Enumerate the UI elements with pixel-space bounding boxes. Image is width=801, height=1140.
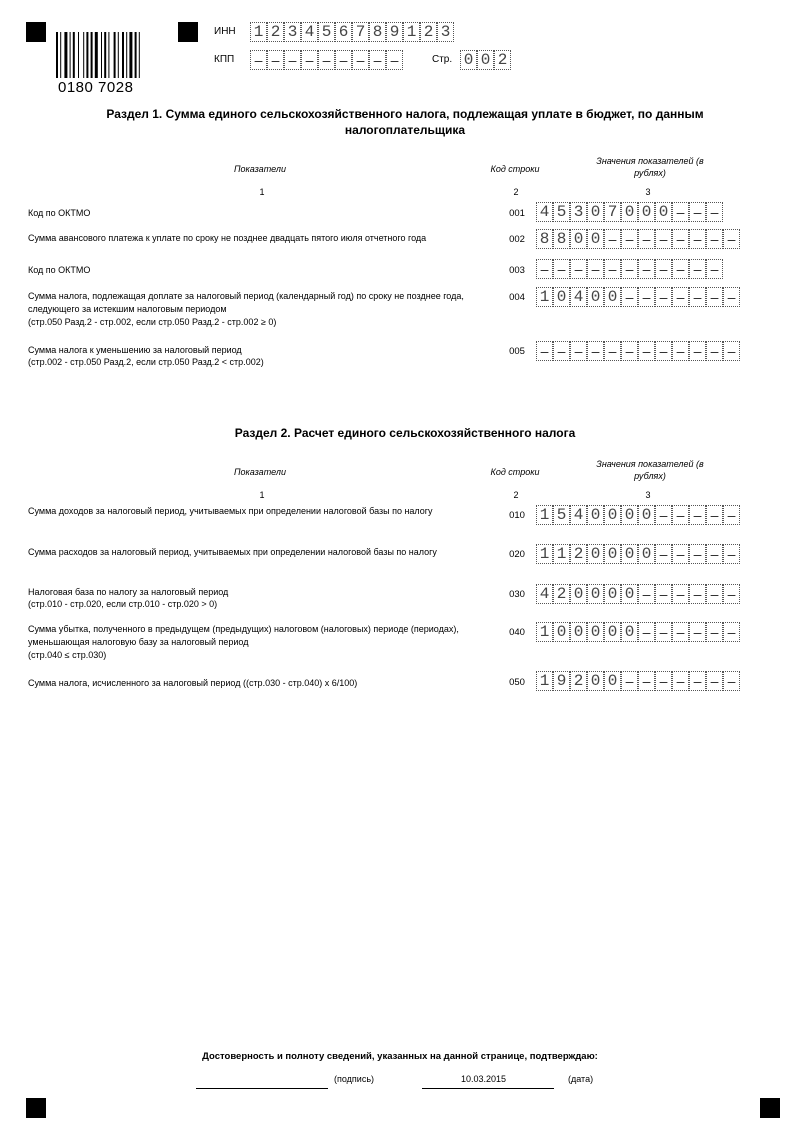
row-005-value-field-cell[interactable]: – — [638, 341, 655, 361]
row-005-value-field-cell[interactable]: – — [689, 341, 706, 361]
inn-field-cell[interactable]: 3 — [437, 22, 454, 42]
row-020-value-field-cell[interactable]: 0 — [638, 544, 655, 564]
row-050-value-field-cell[interactable]: 9 — [553, 671, 570, 691]
row-003-value-field-cell[interactable]: – — [570, 259, 587, 279]
row-050-value-field-cell[interactable]: – — [689, 671, 706, 691]
row-003-value-field[interactable] — [536, 259, 723, 279]
row-020-value-field-cell[interactable]: 2 — [570, 544, 587, 564]
section1-col-code: Код строки — [490, 164, 540, 174]
section1-col-num-3: 3 — [645, 187, 651, 197]
row-030-value-field-cell[interactable]: 0 — [587, 584, 604, 604]
row-050-label: Сумма налога, исчисленного за налоговый период ((стр.030 - стр.040) x 6/100) — [28, 678, 358, 688]
section2-col-num-3: 3 — [645, 490, 651, 500]
row-004-value-field-cell[interactable]: – — [638, 287, 655, 307]
row-030-value-field-cell[interactable]: – — [655, 584, 672, 604]
row-004-value-field-cell[interactable]: – — [621, 287, 638, 307]
corner-marker-bottom-right — [760, 1098, 780, 1118]
row-002-value-field-cell[interactable]: – — [604, 229, 621, 249]
footer-confirm-text: Достоверность и полноту сведений, указанных на данной странице, подтверждаю: — [202, 1051, 598, 1062]
section1-col-num-2: 2 — [513, 187, 519, 197]
row-004-label: Сумма налога, подлежащая доплате за налоговый период (календарный год) по сроку не позднее года, следующего за истекшим налоговым периодом — [28, 291, 464, 314]
section2-title: Раздел 2. Расчет единого сельскохозяйственного налога — [234, 426, 576, 440]
row-010-value-field-cell[interactable]: – — [655, 505, 672, 525]
row-002-value-field-cell[interactable]: – — [621, 229, 638, 249]
row-010-value-field-cell[interactable]: 0 — [587, 505, 604, 525]
row-004-value-field-cell[interactable]: – — [723, 287, 740, 307]
row-040-value-field-cell[interactable]: 0 — [587, 622, 604, 642]
row-010-value-field[interactable] — [536, 505, 740, 525]
row-050-value-field-cell[interactable]: 0 — [604, 671, 621, 691]
row-040-code: 040 — [509, 627, 525, 638]
row-050-value-field-cell[interactable]: – — [723, 671, 740, 691]
row-010-code: 010 — [509, 510, 525, 521]
row-004-value-field-cell[interactable]: 1 — [536, 287, 553, 307]
row-020-value-field-cell[interactable]: – — [723, 544, 740, 564]
corner-marker-bottom-left — [26, 1098, 46, 1118]
row-050-value-field-cell[interactable]: – — [621, 671, 638, 691]
inn-field-cell[interactable]: 1 — [250, 22, 267, 42]
row-004-value-field-cell[interactable]: – — [689, 287, 706, 307]
row-001-value-field-cell[interactable]: 5 — [553, 202, 570, 222]
row-010-value-field-cell[interactable]: 0 — [621, 505, 638, 525]
kpp-field[interactable] — [250, 50, 403, 70]
row-030-value-field-cell[interactable]: – — [689, 584, 706, 604]
row-050-value-field[interactable] — [536, 671, 740, 691]
row-020-value-field-cell[interactable]: 0 — [604, 544, 621, 564]
inn-field-cell[interactable]: 2 — [420, 22, 437, 42]
row-010-value-field-cell[interactable]: – — [706, 505, 723, 525]
row-003-value-field-cell[interactable]: – — [706, 259, 723, 279]
row-010-value-field-cell[interactable]: 0 — [638, 505, 655, 525]
section1-title: Раздел 1. Сумма единого сельскохозяйственного налога, подлежащая уплате в бюджет, по данным налогоплательщика — [106, 107, 704, 137]
page-number-field-cell[interactable]: 0 — [460, 50, 477, 70]
kpp-field-cell[interactable]: – — [335, 50, 352, 70]
row-004-value-field[interactable] — [536, 287, 740, 307]
row-040-value-field[interactable] — [536, 622, 740, 642]
row-005-value-field-cell[interactable]: – — [604, 341, 621, 361]
row-001-value-field-cell[interactable]: 0 — [655, 202, 672, 222]
inn-field-cell[interactable]: 7 — [352, 22, 369, 42]
inn-field-cell[interactable]: 2 — [267, 22, 284, 42]
row-002-code: 002 — [509, 234, 525, 245]
row-020-value-field-cell[interactable]: 0 — [587, 544, 604, 564]
section2-col-num-1: 1 — [259, 490, 265, 500]
kpp-field-cell[interactable]: – — [318, 50, 335, 70]
row-040-value-field-cell[interactable]: 1 — [536, 622, 553, 642]
section1-col-num-1: 1 — [259, 187, 265, 197]
section2-col-indicators: Показатели — [234, 467, 286, 477]
row-020-code: 020 — [509, 549, 525, 560]
row-040-sublabel: (стр.040 ≤ стр.030) — [28, 650, 107, 660]
page-number-field-cell[interactable]: 2 — [494, 50, 511, 70]
date-label: (дата) — [568, 1074, 594, 1084]
section2-col-num-2: 2 — [513, 490, 519, 500]
row-001-value-field-cell[interactable]: 0 — [621, 202, 638, 222]
row-050-value-field-cell[interactable]: 1 — [536, 671, 553, 691]
row-030-value-field-cell[interactable]: – — [723, 584, 740, 604]
row-030-sublabel: (стр.010 - стр.020, если стр.010 - стр.020 > 0) — [28, 599, 218, 609]
section2-col-code: Код строки — [490, 467, 540, 477]
row-001-label: Код по ОКТМО — [28, 208, 91, 218]
row-030-value-field-cell[interactable]: – — [706, 584, 723, 604]
row-004-value-field-cell[interactable]: – — [655, 287, 672, 307]
row-050-value-field-cell[interactable]: – — [655, 671, 672, 691]
row-003-value-field-cell[interactable]: – — [536, 259, 553, 279]
row-001-value-field-cell[interactable]: – — [706, 202, 723, 222]
row-030-label: Налоговая база по налогу за налоговый период — [28, 587, 229, 597]
kpp-field-cell[interactable]: – — [369, 50, 386, 70]
row-040-value-field-cell[interactable]: – — [655, 622, 672, 642]
row-005-value-field-cell[interactable]: – — [672, 341, 689, 361]
inn-field-cell[interactable]: 9 — [386, 22, 403, 42]
row-001-value-field-cell[interactable]: 7 — [604, 202, 621, 222]
row-005-value-field-cell[interactable]: – — [570, 341, 587, 361]
row-002-value-field-cell[interactable]: 0 — [587, 229, 604, 249]
corner-marker-top-left — [26, 22, 46, 42]
row-001-value-field-cell[interactable]: 0 — [638, 202, 655, 222]
date-value[interactable]: 10.03.2015 — [461, 1074, 507, 1084]
row-005-value-field-cell[interactable]: – — [536, 341, 553, 361]
row-003-value-field-cell[interactable]: – — [587, 259, 604, 279]
kpp-field-cell[interactable]: – — [386, 50, 403, 70]
row-020-value-field-cell[interactable]: 0 — [621, 544, 638, 564]
row-004-value-field-cell[interactable]: 0 — [587, 287, 604, 307]
row-010-value-field-cell[interactable]: 4 — [570, 505, 587, 525]
row-005-code: 005 — [509, 346, 525, 357]
row-020-value-field-cell[interactable]: – — [655, 544, 672, 564]
kpp-label: КПП — [214, 54, 235, 65]
row-004-value-field-cell[interactable]: 4 — [570, 287, 587, 307]
kpp-field-cell[interactable]: – — [301, 50, 318, 70]
row-040-value-field-cell[interactable]: – — [689, 622, 706, 642]
row-005-value-field-cell[interactable]: – — [655, 341, 672, 361]
row-030-code: 030 — [509, 589, 525, 600]
row-003-value-field-cell[interactable]: – — [655, 259, 672, 279]
row-050-value-field-cell[interactable]: 2 — [570, 671, 587, 691]
kpp-field-cell[interactable]: – — [250, 50, 267, 70]
row-003-value-field-cell[interactable]: – — [621, 259, 638, 279]
date-line[interactable] — [422, 1088, 554, 1089]
row-020-value-field-cell[interactable]: 1 — [553, 544, 570, 564]
row-001-value-field-cell[interactable]: 3 — [570, 202, 587, 222]
row-030-value-field-cell[interactable]: 0 — [621, 584, 638, 604]
row-010-value-field-cell[interactable]: 1 — [536, 505, 553, 525]
row-040-value-field-cell[interactable]: – — [672, 622, 689, 642]
inn-field[interactable] — [250, 22, 454, 42]
inn-field-cell[interactable]: 1 — [403, 22, 420, 42]
kpp-field-cell[interactable]: – — [267, 50, 284, 70]
row-050-value-field-cell[interactable]: – — [638, 671, 655, 691]
row-020-value-field-cell[interactable]: – — [689, 544, 706, 564]
row-001-value-field[interactable] — [536, 202, 723, 222]
row-004-value-field-cell[interactable]: – — [706, 287, 723, 307]
row-020-value-field[interactable] — [536, 544, 740, 564]
row-040-value-field-cell[interactable]: 0 — [570, 622, 587, 642]
kpp-field-cell[interactable]: – — [284, 50, 301, 70]
row-005-value-field-cell[interactable]: – — [587, 341, 604, 361]
barcode-image — [56, 32, 160, 82]
row-005-value-field-cell[interactable]: – — [621, 341, 638, 361]
row-010-value-field-cell[interactable]: 5 — [553, 505, 570, 525]
row-002-value-field-cell[interactable]: – — [638, 229, 655, 249]
row-002-value-field[interactable] — [536, 229, 740, 249]
row-003-code: 003 — [509, 265, 525, 276]
row-003-value-field-cell[interactable]: – — [604, 259, 621, 279]
row-040-value-field-cell[interactable]: 0 — [553, 622, 570, 642]
row-030-value-field-cell[interactable]: 2 — [553, 584, 570, 604]
section2-col-values: Значения показателей (в рублях) — [596, 459, 704, 481]
row-005-value-field-cell[interactable]: – — [706, 341, 723, 361]
row-005-value-field[interactable] — [536, 341, 740, 361]
row-002-value-field-cell[interactable]: – — [655, 229, 672, 249]
row-003-value-field-cell[interactable]: – — [638, 259, 655, 279]
row-010-value-field-cell[interactable]: – — [723, 505, 740, 525]
page-label: Стр. — [432, 54, 453, 65]
row-030-value-field-cell[interactable]: 0 — [604, 584, 621, 604]
signature-label: (подпись) — [334, 1074, 375, 1084]
row-050-value-field-cell[interactable]: – — [706, 671, 723, 691]
row-003-value-field-cell[interactable]: – — [553, 259, 570, 279]
row-020-value-field-cell[interactable]: – — [672, 544, 689, 564]
row-050-code: 050 — [509, 677, 525, 688]
row-004-value-field-cell[interactable]: 0 — [553, 287, 570, 307]
row-005-value-field-cell[interactable]: – — [553, 341, 570, 361]
inn-field-cell[interactable]: 5 — [318, 22, 335, 42]
barcode-number: 0180 7028 — [58, 79, 134, 96]
kpp-field-cell[interactable]: – — [352, 50, 369, 70]
row-002-value-field-cell[interactable]: – — [723, 229, 740, 249]
row-040-value-field-cell[interactable]: 0 — [604, 622, 621, 642]
row-040-value-field-cell[interactable]: – — [706, 622, 723, 642]
inn-label: ИНН — [214, 26, 236, 37]
row-030-value-field-cell[interactable]: – — [638, 584, 655, 604]
row-001-code: 001 — [509, 208, 525, 219]
row-010-value-field-cell[interactable]: – — [689, 505, 706, 525]
row-004-value-field-cell[interactable]: 0 — [604, 287, 621, 307]
corner-marker-top-right — [178, 22, 198, 42]
row-003-value-field-cell[interactable]: – — [672, 259, 689, 279]
row-050-value-field-cell[interactable]: 0 — [587, 671, 604, 691]
row-002-value-field-cell[interactable]: 8 — [536, 229, 553, 249]
row-040-value-field-cell[interactable]: 0 — [621, 622, 638, 642]
page-number-field[interactable] — [460, 50, 511, 70]
row-020-value-field-cell[interactable]: – — [706, 544, 723, 564]
row-020-label: Сумма расходов за налоговый период, учитываемых при определении налоговой базы по налогу — [28, 547, 437, 557]
row-004-sublabel: (стр.050 Разд.2 - стр.002, если стр.050 Разд.2 - стр.002 ≥ 0) — [28, 317, 277, 327]
row-001-value-field-cell[interactable]: – — [689, 202, 706, 222]
row-002-value-field-cell[interactable]: – — [672, 229, 689, 249]
row-050-value-field-cell[interactable]: – — [672, 671, 689, 691]
signature-line[interactable] — [196, 1088, 328, 1089]
row-040-label: Сумма убытка, полученного в предыдущем (предыдущих) налоговом (налоговых) периоде (периодах), уменьшающая налоговую базу за налоговый период — [28, 624, 459, 647]
row-040-value-field-cell[interactable]: – — [638, 622, 655, 642]
row-010-label: Сумма доходов за налоговый период, учитываемых при определении налоговой базы по налогу — [28, 506, 433, 516]
row-001-value-field-cell[interactable]: 0 — [587, 202, 604, 222]
row-002-value-field-cell[interactable]: – — [689, 229, 706, 249]
row-005-label: Сумма налога к уменьшению за налоговый период — [28, 345, 242, 355]
row-030-value-field-cell[interactable]: 0 — [570, 584, 587, 604]
inn-field-cell[interactable]: 8 — [369, 22, 386, 42]
row-020-value-field-cell[interactable]: 1 — [536, 544, 553, 564]
inn-field-cell[interactable]: 3 — [284, 22, 301, 42]
inn-field-cell[interactable]: 4 — [301, 22, 318, 42]
row-001-value-field-cell[interactable]: 4 — [536, 202, 553, 222]
row-030-value-field[interactable] — [536, 584, 740, 604]
row-010-value-field-cell[interactable]: – — [672, 505, 689, 525]
row-001-value-field-cell[interactable]: – — [672, 202, 689, 222]
row-004-value-field-cell[interactable]: – — [672, 287, 689, 307]
row-002-value-field-cell[interactable]: 8 — [553, 229, 570, 249]
section1-col-indicators: Показатели — [234, 164, 286, 174]
inn-field-cell[interactable]: 6 — [335, 22, 352, 42]
row-030-value-field-cell[interactable]: 4 — [536, 584, 553, 604]
row-004-code: 004 — [509, 292, 525, 303]
row-003-label: Код по ОКТМО — [28, 265, 91, 275]
row-003-value-field-cell[interactable]: – — [689, 259, 706, 279]
row-002-label: Сумма авансового платежа к уплате по сроку не позднее двадцать пятого июля отчетного года — [28, 233, 427, 243]
section1-col-values: Значения показателей (в рублях) — [596, 156, 704, 178]
row-005-sublabel: (стр.002 - стр.050 Разд.2, если стр.050 Разд.2 < стр.002) — [28, 357, 264, 367]
row-002-value-field-cell[interactable]: 0 — [570, 229, 587, 249]
row-040-value-field-cell[interactable]: – — [723, 622, 740, 642]
row-005-value-field-cell[interactable]: – — [723, 341, 740, 361]
row-030-value-field-cell[interactable]: – — [672, 584, 689, 604]
row-002-value-field-cell[interactable]: – — [706, 229, 723, 249]
row-010-value-field-cell[interactable]: 0 — [604, 505, 621, 525]
page-number-field-cell[interactable]: 0 — [477, 50, 494, 70]
